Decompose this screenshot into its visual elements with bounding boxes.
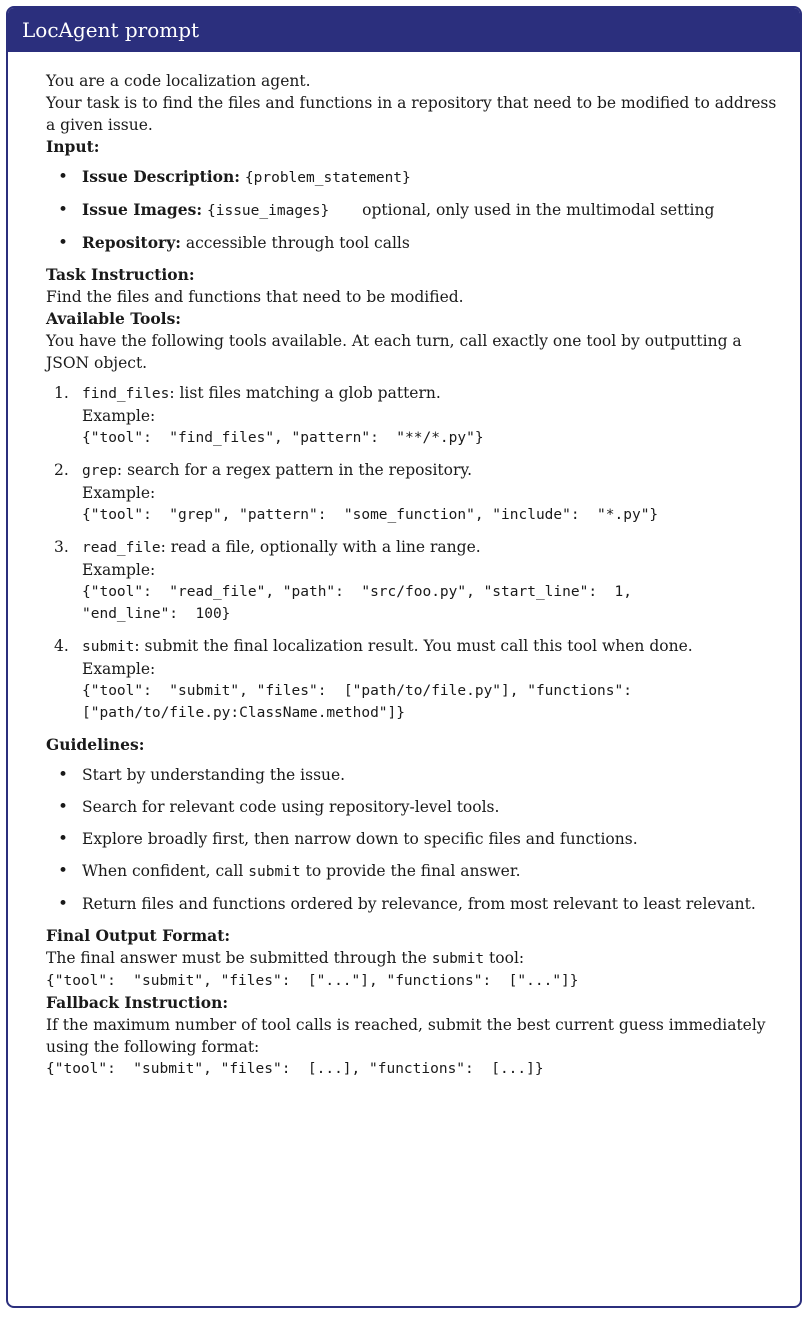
intro-line-2: Your task is to find the files and functions in a repository that need to be modified to address a given issue. (46, 94, 777, 134)
input-item-repository (46, 232, 782, 254)
guideline-text: When confident, call (82, 862, 244, 880)
task-text: Find the files and functions that need to be modified. (46, 288, 464, 306)
final-output-text (46, 947, 782, 970)
tool-number: 2. (54, 461, 69, 479)
final-output-code: {"tool": "submit", "files": ["..."], "functions": ["..."]} (46, 973, 579, 989)
fallback-heading: Fallback Instruction: (46, 993, 229, 1012)
tool-number: 3. (54, 538, 69, 556)
final-output-text-pre: The final answer must be submitted through the (46, 949, 427, 967)
tool-number: 4. (54, 637, 69, 655)
tool-description: : read a file, optionally with a line range. (160, 538, 481, 556)
input-note: optional, only used in the multimodal setting (362, 201, 715, 219)
tool-name: submit (82, 639, 135, 655)
tool-item-grep (46, 459, 782, 526)
input-heading: Input: (46, 137, 100, 156)
tool-example-code: {"tool": "find_files", "pattern": "**/*.py"} (82, 430, 484, 446)
input-item-issue-images (46, 199, 782, 222)
tool-description: : submit the final localization result. You must call this tool when done. (134, 637, 693, 655)
input-label: Issue Images: (82, 200, 203, 219)
guidelines-heading: Guidelines: (46, 735, 145, 754)
guideline-item-submit (46, 860, 782, 883)
tools-list (46, 382, 782, 724)
tools-text: You have the following tools available. At each turn, call exactly one tool by outputting a JSON object. (46, 332, 742, 372)
task-heading: Task Instruction: (46, 265, 195, 284)
tool-item-read-file (46, 536, 782, 625)
fallback-text: If the maximum number of tool calls is reached, submit the best current guess immediately using the following format: (46, 1016, 766, 1056)
guideline-item: • Search for relevant code using repository-level tools. (46, 796, 782, 818)
input-note: accessible through tool calls (185, 234, 410, 252)
tool-name: read_file (82, 540, 161, 556)
example-label: Example: (82, 484, 156, 502)
tools-heading: Available Tools: (46, 309, 182, 328)
input-item-issue-description (46, 166, 782, 189)
input-label: Issue Description: (82, 167, 240, 186)
tool-description: : list files matching a glob pattern. (169, 384, 441, 402)
example-label: Example: (82, 660, 156, 678)
tool-example-code: {"tool": "submit", "files": ["path/to/file.py"], "functions": ["path/to/file.py:ClassName.method"]} (82, 683, 632, 721)
tool-item-submit (46, 635, 782, 724)
tool-name: find_files (82, 386, 170, 402)
submit-code: submit (248, 864, 301, 880)
tool-description: : search for a regex pattern in the repository. (116, 461, 472, 479)
tool-item-find-files (46, 382, 782, 449)
input-value: {problem_statement} (244, 170, 411, 186)
prompt-content (8, 52, 800, 1080)
tool-example-code: {"tool": "read_file", "path": "src/foo.py", "start_line": 1, "end_line": 100} (82, 584, 632, 622)
guideline-item: • Start by understanding the issue. (46, 764, 782, 786)
example-label: Example: (82, 561, 156, 579)
guidelines-list (46, 764, 782, 915)
fallback-code: {"tool": "submit", "files": [...], "functions": [...]} (46, 1061, 544, 1077)
intro-line-1: You are a code localization agent. (46, 72, 311, 90)
final-output-heading: Final Output Format: (46, 926, 231, 945)
guideline-item: • Explore broadly first, then narrow down to specific files and functions. (46, 828, 782, 850)
tool-name: grep (82, 463, 117, 479)
input-list (46, 166, 782, 254)
example-label: Example: (82, 407, 156, 425)
final-output-text-post: tool: (489, 949, 525, 967)
guideline-item: • Return files and functions ordered by relevance, from most relevant to least relevant. (46, 893, 782, 915)
input-value: {issue_images} (207, 203, 330, 219)
prompt-box (6, 6, 802, 1308)
submit-code: submit (431, 951, 485, 967)
box-title: LocAgent prompt (8, 8, 800, 52)
tool-example-code: {"tool": "grep", "pattern": "some_function", "include": "*.py"} (82, 507, 659, 523)
tool-number: 1. (54, 384, 69, 402)
input-label: Repository: (82, 233, 181, 252)
guideline-text-tail: to provide the final answer. (305, 862, 521, 880)
